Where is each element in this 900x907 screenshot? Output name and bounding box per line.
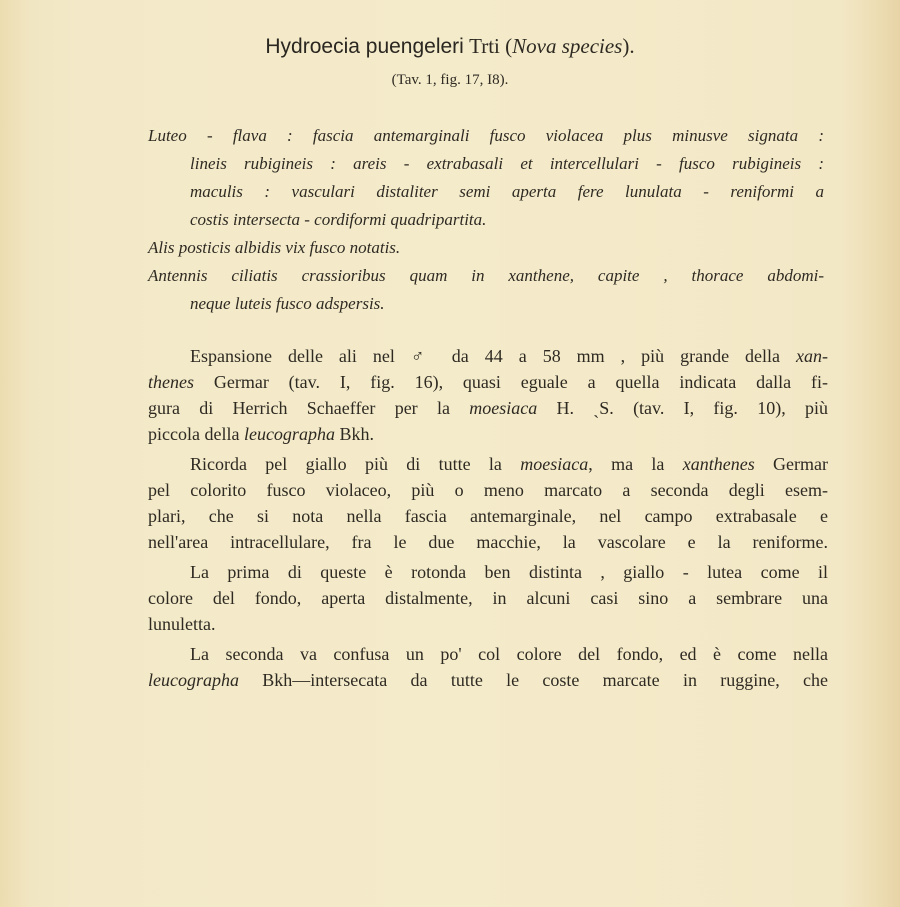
- italic-term: leucographa: [243, 424, 335, 444]
- text-run: piccola della: [148, 424, 244, 444]
- paragraph-line: [148, 422, 374, 446]
- species-note: Nova species: [512, 34, 623, 58]
- text-run: Bkh.: [334, 424, 374, 444]
- text-run: H. ˎS. (tav. I, fig. 10), più: [537, 398, 828, 418]
- italic-term: thenes: [148, 372, 194, 392]
- italic-term: moesiaca: [520, 454, 589, 474]
- paragraph-line: pel colorito fusco violaceo, più o meno marcato a seconda degli esem-: [148, 480, 828, 500]
- paragraph-line: lunuletta.: [148, 614, 216, 634]
- text-run: gura di Herrich Schaeffer per la: [148, 398, 470, 418]
- paragraph-line: La seconda va confusa un po' col colore del fondo, ed è come nella: [190, 644, 828, 664]
- paragraph-line: colore del fondo, aperta distalmente, in alcuni casi sino a sembrare una: [148, 588, 828, 608]
- paragraph-line: [148, 668, 828, 692]
- italic-term: leucographa: [148, 670, 239, 690]
- paren-close: ).: [622, 34, 635, 58]
- text-run: , ma la: [588, 454, 683, 474]
- diagnosis-line: neque luteis fusco adspersis.: [190, 294, 385, 313]
- diagnosis-line: costis intersecta - cordiformi quadripartita.: [190, 210, 487, 229]
- paragraph-line: La prima di queste è rotonda ben distinta , giallo - lutea come il: [190, 562, 828, 582]
- diagnosis-line: lineis rubigineis : areis - extrabasali et intercellulari - fusco rubigineis :: [190, 154, 824, 173]
- text-run: Germar (tav. I, fig. 16), quasi eguale a quella indicata dalla fi-: [193, 372, 828, 392]
- italic-term: xanthenes: [682, 454, 755, 474]
- italic-term: moesiaca: [469, 398, 538, 418]
- paren-open: (: [505, 34, 513, 58]
- species-author: Trti: [469, 34, 500, 58]
- species-heading: [0, 33, 900, 60]
- plate-reference: (Tav. 1, fig. 17, I8).: [391, 72, 509, 88]
- paragraph-line: [190, 344, 828, 368]
- text-run: Germar: [754, 454, 829, 474]
- paragraph-line: nell'area intracellulare, fra le due macchie, la vascolare e la reniforme.: [148, 532, 828, 552]
- text-run: Bkh—intersecata da tutte le coste marcate in ruggine, che: [238, 670, 828, 690]
- paragraph-line: [148, 370, 828, 394]
- paragraph-line: [148, 396, 828, 420]
- italic-term: xan-: [796, 346, 828, 366]
- text-run: Espansione delle ali nel ♂ da 44 a 58 mm , più grande della: [190, 346, 797, 366]
- paragraph-line: [190, 452, 828, 476]
- diagnosis-line: Antennis ciliatis crassioribus quam in xanthene, capite , thorace abdomi-: [148, 266, 824, 285]
- text-run: Ricorda pel giallo più di tutte la: [190, 454, 521, 474]
- diagnosis-line: Luteo - flava : fascia antemarginali fusco violacea plus minusve signata :: [148, 126, 824, 145]
- paragraph-line: plari, che si nota nella fascia antemarginale, nel campo extrabasale e: [148, 506, 828, 526]
- diagnosis-line: Alis posticis albidis vix fusco notatis.: [148, 238, 401, 257]
- species-name: Hydroecia puengeleri: [265, 35, 464, 58]
- diagnosis-line: maculis : vasculari distaliter semi aperta fere lunulata - reniformi a: [190, 182, 824, 201]
